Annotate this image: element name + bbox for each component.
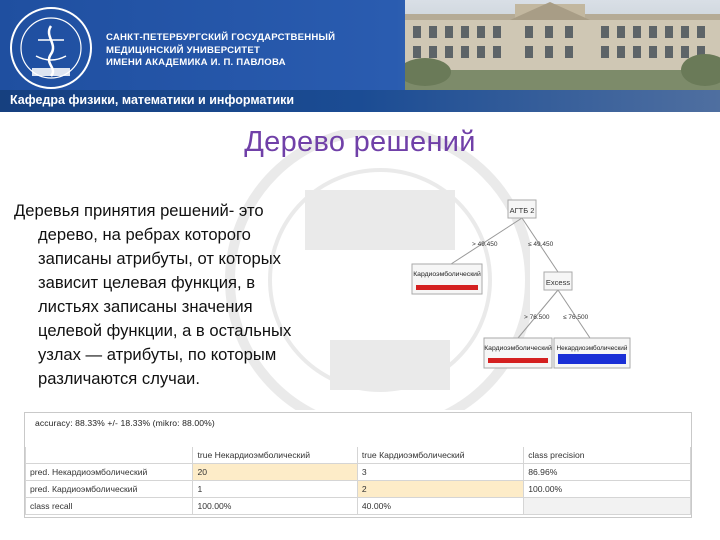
table-cell: 86.96% (524, 464, 691, 481)
table-cell: 3 (357, 464, 523, 481)
university-name (106, 32, 406, 70)
table-cell: 40.00% (357, 498, 523, 515)
table-header-row (26, 447, 691, 464)
paragraph-line: листьях записаны значения (38, 297, 253, 316)
decision-tree-diagram (410, 192, 632, 372)
tree-leaf-class-bar (416, 285, 478, 290)
table-header-cell (26, 447, 193, 464)
table-header-cell: true Кардиоэмболический (357, 447, 523, 464)
confusion-matrix (25, 447, 691, 515)
table-row (26, 481, 691, 498)
tree-edge-label: > 76.500 (524, 314, 550, 321)
tree-inner-label: Excess (545, 278, 571, 287)
tree-leaf-class-bar (488, 358, 548, 363)
department-strip (0, 90, 720, 112)
paragraph-line: записаны атрибуты, от которых (38, 249, 281, 268)
tree-leaf-label: Кардиоэмболический (484, 345, 552, 352)
paragraph-line: целевой функции, а в остальных (38, 321, 292, 340)
tree-leaf-label: Некардиоэмболический (556, 345, 628, 352)
table-cell: class recall (26, 498, 193, 515)
definition-paragraph (14, 199, 374, 391)
table-cell: 100.00% (524, 481, 691, 498)
university-name-line-3: ИМЕНИ АКАДЕМИКА И. П. ПАВЛОВА (106, 57, 286, 68)
accuracy-label: accuracy: 88.33% +/- 18.33% (mikro: 88.00%) (35, 418, 215, 428)
university-name-line-1: САНКТ-ПЕТЕРБУРГСКИЙ ГОСУДАРСТВЕННЫЙ (106, 32, 336, 43)
table-cell: 20 (193, 464, 357, 481)
slide-title-text: Дерево решений (244, 126, 476, 158)
university-name-line-2: МЕДИЦИНСКИЙ УНИВЕРСИТЕТ (106, 44, 261, 56)
tree-leaf-class-bar (558, 354, 626, 364)
table-row (26, 464, 691, 481)
tree-leaf-label: Кардиоэмболический (413, 271, 481, 278)
tree-edge-label: ≤ 49.450 (528, 241, 554, 248)
department-name: Кафедра физики, математики и информатики (10, 93, 295, 107)
paragraph-line: дерево, на ребрах которого (38, 225, 251, 244)
table-cell (524, 498, 691, 515)
header-banner (0, 0, 720, 112)
table-row (26, 498, 691, 515)
paragraph-line: Деревья принятия решений- это (14, 201, 264, 220)
university-emblem (8, 6, 94, 90)
tree-root-label: АГТБ 2 (509, 206, 535, 215)
tree-leaf-node (484, 338, 552, 368)
paragraph-line: различаются случаи. (38, 369, 200, 388)
table-cell: 100.00% (193, 498, 357, 515)
table-cell: pred. Некардиоэмболический (26, 464, 193, 481)
paragraph-line: зависит целевая функция, в (38, 273, 256, 292)
table-header-cell: class precision (524, 447, 691, 464)
performance-panel (24, 412, 692, 518)
slide-title (0, 126, 720, 159)
table-cell: pred. Кардиоэмболический (26, 481, 193, 498)
tree-edge-label: > 49.450 (472, 241, 498, 248)
table-cell: 2 (357, 481, 523, 498)
tree-edge-label: ≤ 76.500 (563, 314, 589, 321)
table-cell: 1 (193, 481, 357, 498)
paragraph-line: узлах — атрибуты, по которым (38, 345, 277, 364)
university-building-photo (405, 0, 720, 92)
table-header-cell: true Некардиоэмболический (193, 447, 357, 464)
